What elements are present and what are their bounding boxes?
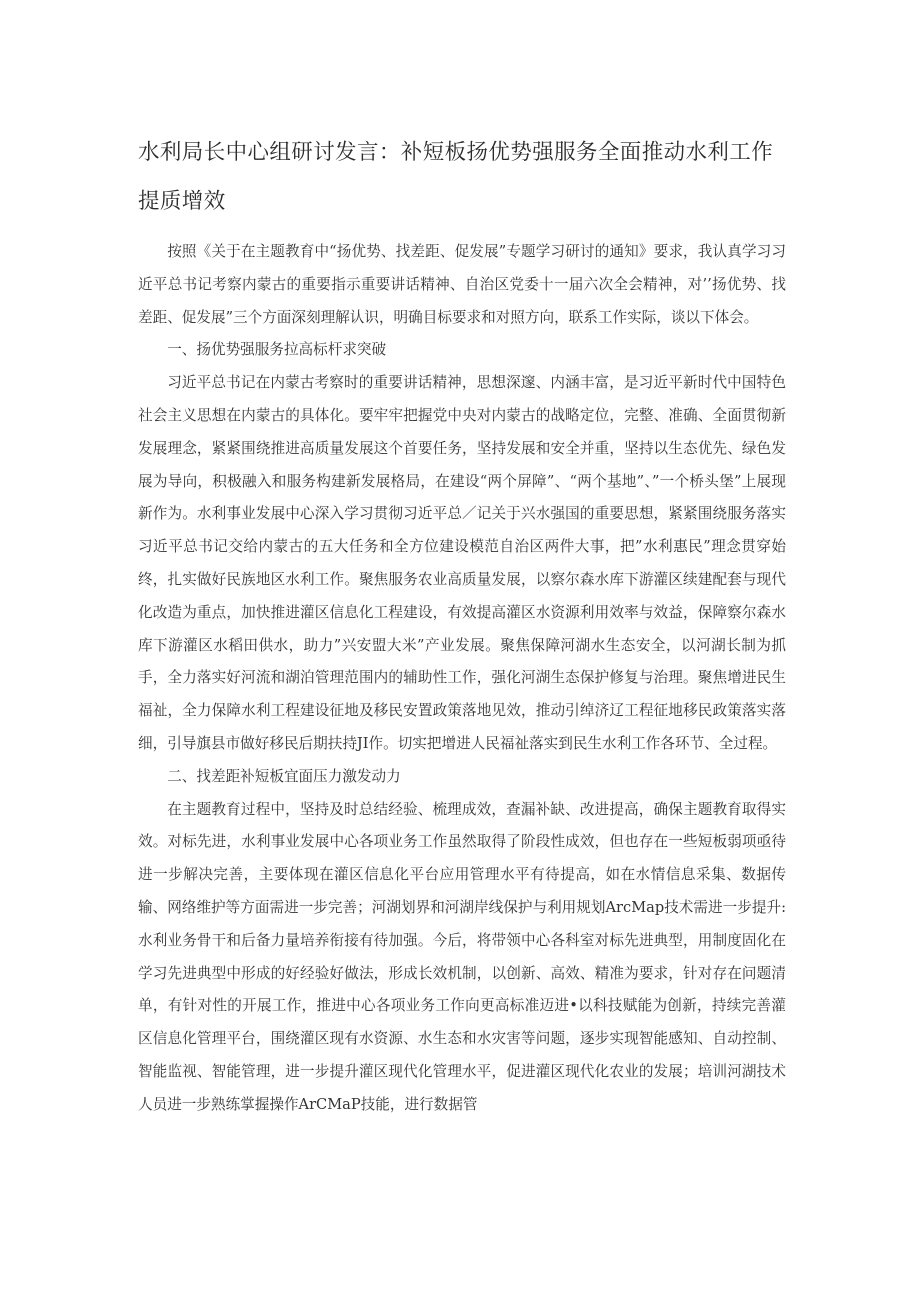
document-body [138,236,786,1122]
section-heading-1: 一、扬优势强服务拉高标杆求突破 [167,341,387,359]
section-2-paragraph: 在主题教育过程中，坚持及时总结经验、梳理成效，查漏补缺、改进提高，确保主题教育取得实效。对标先进，水利事业发展中心各项业务工作虽然取得了阶段性成效，但也存在一些短板弱项亟待进一步解决完善，主要体现在灌区信息化平台应用管理水平有待提高，如在水情信息采集、数据传输、网络维护等方面需进一步完善；河湖划界和河湖岸线保护与利用规划ArcMap技术需进一步提升:水利业务骨干和后备力量培养衔接有待加强。今后，将带领中心各科室对标先进典型，用制度固化在学习先进典型中形成的好经验好做法，形成长效机制，以创新、高效、精准为要求，针对存在问题清单，有针对性的开展工作，推进中心各项业务工作向更高标准迈进•以科技赋能为创新，持续完善灌区信息化管理平台，围绕灌区现有水资源、水生态和水灾害等问题，逐步实现智能感知、自动控制、智能监视、智能管理，进一步提升灌区现代化管理水平，促进灌区现代化农业的发展；培训河湖技术人员进一步熟练掌握操作ArCMaP技能，进行数据管 [138,800,786,1113]
intro-paragraph: 按照《关于在主题教育中“扬优势、找差距、促发展”专题学习研讨的通知》要求，我认真学习习近平总书记考察内蒙古的重要指示重要讲话精神、自治区党委十一届六次全会精神，对’’扬优势、找差距、促发展”三个方面深刻理解认识，明确目标要求和对照方向，联系工作实际，谈以下体会。 [138,243,786,326]
section-heading-2: 二、找差距补短板宜面压力激发动力 [167,767,401,785]
document-title: 水利局长中心组研讨发言：补短板扬优势强服务全面推动水利工作提质增效 [138,140,774,214]
section-1-paragraph: 习近平总书记在内蒙古考察时的重要讲话精神，思想深邃、内涵丰富，是习近平新时代中国特色社会主义思想在内蒙古的具体化。要牢牢把握党中央对内蒙古的战略定位，完整、准确、全面贯彻新发展理念，紧紧围绕推进高质量发展这个首要任务，坚持发展和安全并重，坚持以生态优先、绿色发展为导向，积极融入和服务构建新发展格局，在建设“两个屏障”、“两个基地”、”一个桥头堡”上展现新作为。水利事业发展中心深入学习贯彻习近平总／记关于兴水强国的重要思想，紧紧围绕服务落实习近平总书记交给内蒙古的五大任务和全方位建设模范自治区两件大事，把”水利惠民”理念贯穿始终，扎实做好民族地区水利工作。聚焦服务农业高质量发展，以察尔森水库下游灌区续建配套与现代化改造为重点，加快推进灌区信息化工程建设，有效提高灌区水资源利用效率与效益，保障察尔森水库下游灌区水稻田供水，助力”兴安盟大米”产业发展。聚焦保障河湖水生态安全，以河湖长制为抓手，全力落实好河流和湖泊管理范围内的辅助性工作，强化河湖生态保护修复与治理。聚焦增进民生福祉，全力保障水利工程建设征地及移民安置政策落地见效，推动引绰济辽工程征地移民政策落实落细，引导旗县市做好移民后期扶持JI作。切实把增进人民福祉落实到民生水利工作各环节、全过程。 [138,374,786,752]
